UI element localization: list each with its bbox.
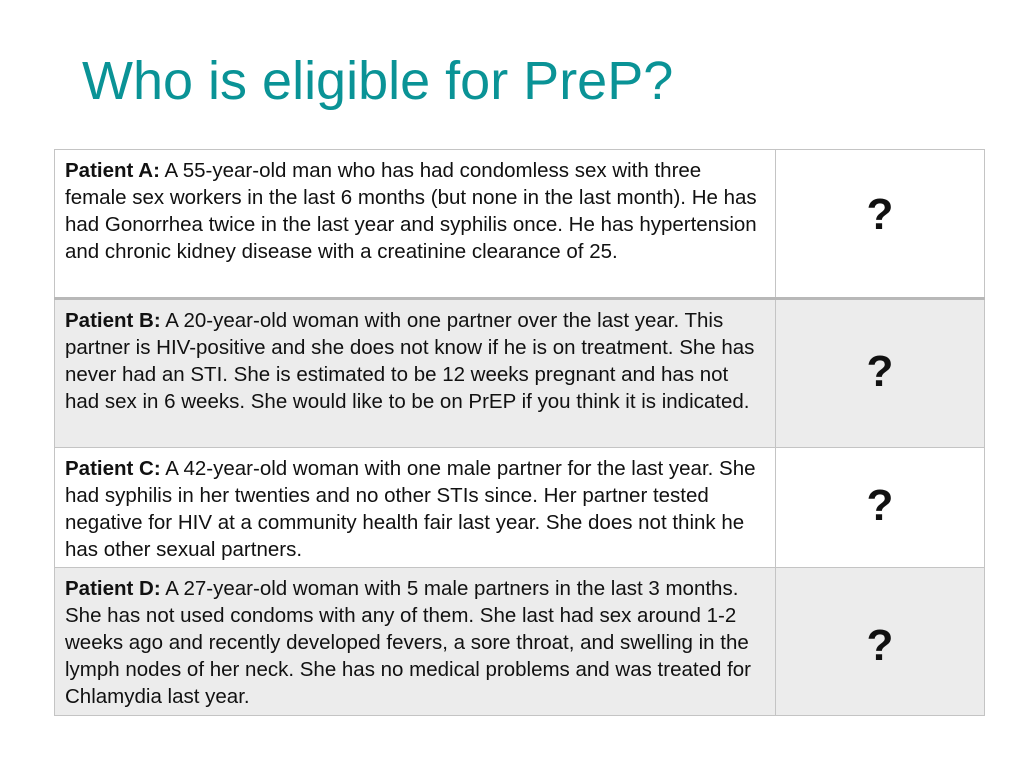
case-description: A 55-year-old man who has had condomless sex with three female sex workers in the last 6 months (but none in the last month). He has had Gonorrhea twice in the last year and syphilis once. He has hypertension and chronic kidney disease with a creatinine clearance of 25. (65, 159, 757, 263)
patient-label: Patient A: (65, 159, 160, 182)
case-text (55, 568, 775, 710)
table-row (55, 150, 985, 299)
answer-question-mark: ? (866, 620, 894, 670)
answer-cell (776, 568, 985, 716)
case-description-cell (55, 568, 776, 716)
table-row (55, 568, 985, 716)
answer-question-mark: ? (866, 480, 894, 530)
patient-label: Patient D: (65, 577, 161, 600)
table-row (55, 299, 985, 448)
answer-question-mark: ? (866, 189, 894, 239)
case-text (55, 300, 775, 415)
case-text (55, 448, 775, 563)
case-text (55, 150, 775, 265)
case-description-cell (55, 150, 776, 299)
patient-label: Patient B: (65, 309, 161, 332)
table-row (55, 448, 985, 568)
answer-question-mark: ? (866, 346, 894, 396)
case-description: A 20-year-old woman with one partner over the last year. This partner is HIV-positive and she does not know if he is on treatment. She has never had an STI. She is estimated to be 12 weeks pregnant and has not had sex in 6 weeks. She would like to be on PrEP if you think it is indicated. (65, 309, 755, 413)
answer-cell (776, 150, 985, 299)
case-description: A 42-year-old woman with one male partner for the last year. She had syphilis in her twenties and no other STIs since. Her partner tested negative for HIV at a community health fair last year. She does not think he has other sexual partners. (65, 457, 756, 561)
case-description: A 27-year-old woman with 5 male partners in the last 3 months. She has not used condoms with any of them. She last had sex around 1-2 weeks ago and recently developed fevers, a sore throat, and swelling in the lymph nodes of her neck. She has no medical problems and was treated for Chlamydia last year. (65, 577, 751, 708)
case-description-cell (55, 448, 776, 568)
patient-case-table (54, 149, 985, 716)
patient-label: Patient C: (65, 457, 161, 480)
case-description-cell (55, 299, 776, 448)
slide-title: Who is eligible for PreP? (82, 51, 674, 111)
answer-cell (776, 299, 985, 448)
answer-cell (776, 448, 985, 568)
